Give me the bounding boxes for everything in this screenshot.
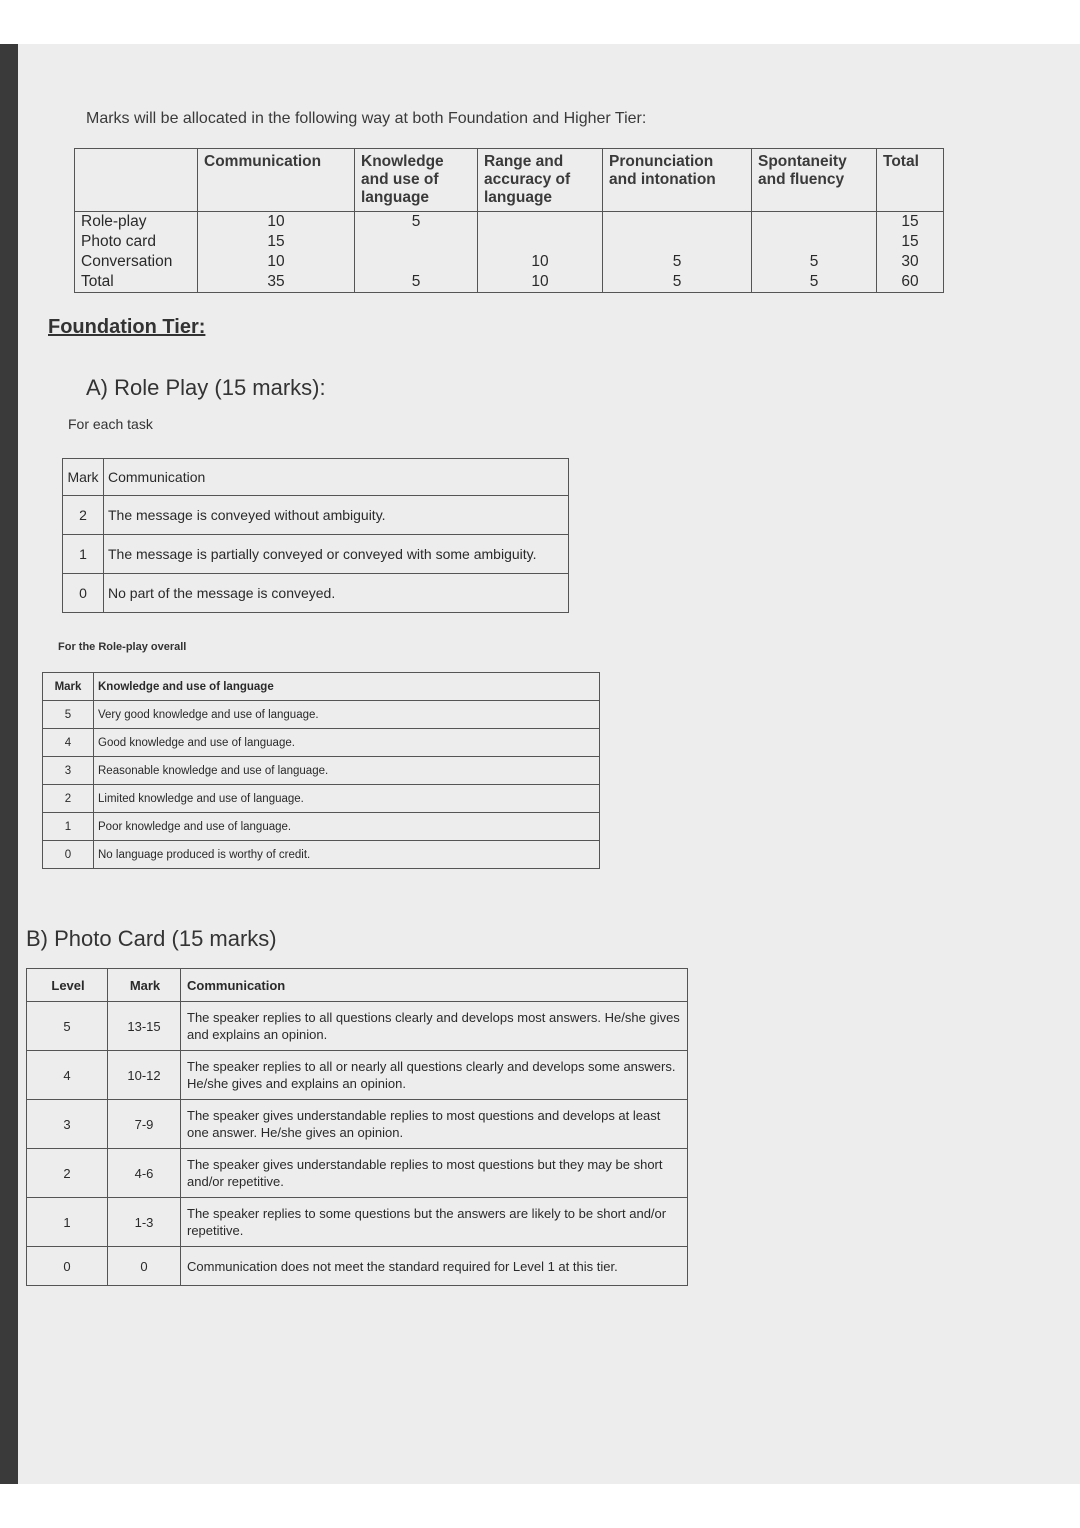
description-cell: The speaker replies to some questions but the answers are likely to be short and/or repetitive. (181, 1198, 688, 1247)
column-header-level: Level (27, 969, 108, 1002)
spontaneity-values (752, 212, 877, 293)
column-header-knowledge: Knowledge and use of language (94, 673, 600, 701)
column-header-communication: Communication (181, 969, 688, 1002)
level-cell: 4 (27, 1051, 108, 1100)
role-play-knowledge-table (42, 672, 600, 869)
photo-card-table (26, 968, 688, 1286)
table-row (63, 574, 569, 613)
table-row (27, 1002, 688, 1051)
row-label-total: Total (81, 273, 114, 290)
header-spontaneity: Spontaneity and fluency (752, 149, 877, 212)
mark-cell: 0 (108, 1247, 181, 1286)
level-cell: 2 (27, 1149, 108, 1198)
total-values (877, 212, 944, 293)
description-cell: The message is partially conveyed or conveyed with some ambiguity. (104, 535, 569, 574)
level-cell: 5 (27, 1002, 108, 1051)
pronunciation-values (603, 212, 752, 293)
header-communication: Communication (198, 149, 355, 212)
header-pronunciation: Pronunciation and intonation (603, 149, 752, 212)
foundation-tier-title: Foundation Tier: (48, 316, 206, 338)
mark-cell: 1-3 (108, 1198, 181, 1247)
column-header-mark: Mark (63, 459, 104, 496)
table-row (43, 757, 600, 785)
description-cell: Limited knowledge and use of language. (94, 785, 600, 813)
row-label-photo-card: Photo card (81, 233, 156, 250)
column-header-communication: Communication (104, 459, 569, 496)
description-cell: The speaker replies to all or nearly all questions clearly and develops some answers. He/she gives and explains an opinion. (181, 1051, 688, 1100)
table-row (43, 785, 600, 813)
table-row (63, 535, 569, 574)
row-label-conversation: Conversation (81, 253, 173, 270)
total-value: 60 (901, 273, 919, 290)
mark-cell: 2 (63, 496, 104, 535)
communication-value: 10 (267, 253, 285, 270)
table-row (27, 1198, 688, 1247)
role-play-title: A) Role Play (15 marks): (86, 375, 326, 400)
mark-cell: 4-6 (108, 1149, 181, 1198)
total-value: 15 (901, 233, 919, 250)
table-row (27, 1247, 688, 1286)
description-cell: Good knowledge and use of language. (94, 729, 600, 757)
mark-cell: 1 (43, 813, 94, 841)
table-row (27, 1149, 688, 1198)
bottom-margin (0, 1484, 1080, 1528)
level-cell: 0 (27, 1247, 108, 1286)
role-play-communication-table (62, 458, 569, 613)
summary-corner (75, 149, 198, 212)
header-range: Range and accuracy of language (478, 149, 603, 212)
row-label-role-play: Role-play (81, 213, 147, 230)
marks-summary-table (74, 148, 944, 293)
table-row (43, 701, 600, 729)
mark-cell: 0 (43, 841, 94, 869)
mark-cell: 13-15 (108, 1002, 181, 1051)
description-cell: The speaker gives understandable replies to most questions and develops at least one answer. He/she gives an opinion. (181, 1100, 688, 1149)
header-knowledge: Knowledge and use of language (355, 149, 478, 212)
mark-cell: 7-9 (108, 1100, 181, 1149)
table-row (43, 729, 600, 757)
binder-edge (0, 44, 18, 1484)
range-value: 10 (531, 253, 549, 270)
range-value: 10 (531, 273, 549, 290)
column-header-mark: Mark (43, 673, 94, 701)
spontaneity-value: 5 (809, 273, 819, 290)
column-header-mark: Mark (108, 969, 181, 1002)
row-labels (75, 212, 198, 293)
role-play-overall-label: For the Role-play overall (58, 641, 187, 653)
knowledge-total: 5 (411, 273, 421, 290)
table-row (27, 1051, 688, 1100)
table-row (43, 841, 600, 869)
communication-value: 10 (267, 213, 285, 230)
mark-cell: 5 (43, 701, 94, 729)
intro-text: Marks will be allocated in the following way at both Foundation and Higher Tier: (86, 110, 647, 127)
communication-value: 35 (267, 273, 285, 290)
table-row (43, 813, 600, 841)
description-cell: Communication does not meet the standard required for Level 1 at this tier. (181, 1247, 688, 1286)
communication-values (198, 212, 355, 293)
level-cell: 1 (27, 1198, 108, 1247)
header-total: Total (877, 149, 944, 212)
level-cell: 3 (27, 1100, 108, 1149)
description-cell: The speaker replies to all questions clearly and develops most answers. He/she gives and explains an opinion. (181, 1002, 688, 1051)
mark-cell: 2 (43, 785, 94, 813)
communication-value: 15 (267, 233, 285, 250)
mark-cell: 0 (63, 574, 104, 613)
total-value: 30 (901, 253, 919, 270)
mark-cell: 4 (43, 729, 94, 757)
table-row (27, 1100, 688, 1149)
mark-cell: 1 (63, 535, 104, 574)
table-row (63, 496, 569, 535)
spontaneity-value: 5 (809, 253, 819, 270)
knowledge-values (355, 212, 478, 293)
description-cell: No language produced is worthy of credit. (94, 841, 600, 869)
top-margin (0, 0, 1080, 44)
mark-cell: 3 (43, 757, 94, 785)
pronunciation-value: 5 (672, 253, 682, 270)
description-cell: The speaker gives understandable replies to most questions but they may be short and/or repetitive. (181, 1149, 688, 1198)
pronunciation-value: 5 (672, 273, 682, 290)
photo-card-title: B) Photo Card (15 marks) (26, 926, 277, 951)
range-values (478, 212, 603, 293)
description-cell: Very good knowledge and use of language. (94, 701, 600, 729)
knowledge-value: 5 (411, 213, 421, 230)
mark-cell: 10-12 (108, 1051, 181, 1100)
for-each-task-label: For each task (68, 416, 153, 432)
description-cell: Reasonable knowledge and use of language. (94, 757, 600, 785)
description-cell: No part of the message is conveyed. (104, 574, 569, 613)
description-cell: The message is conveyed without ambiguity. (104, 496, 569, 535)
total-value: 15 (901, 213, 919, 230)
description-cell: Poor knowledge and use of language. (94, 813, 600, 841)
